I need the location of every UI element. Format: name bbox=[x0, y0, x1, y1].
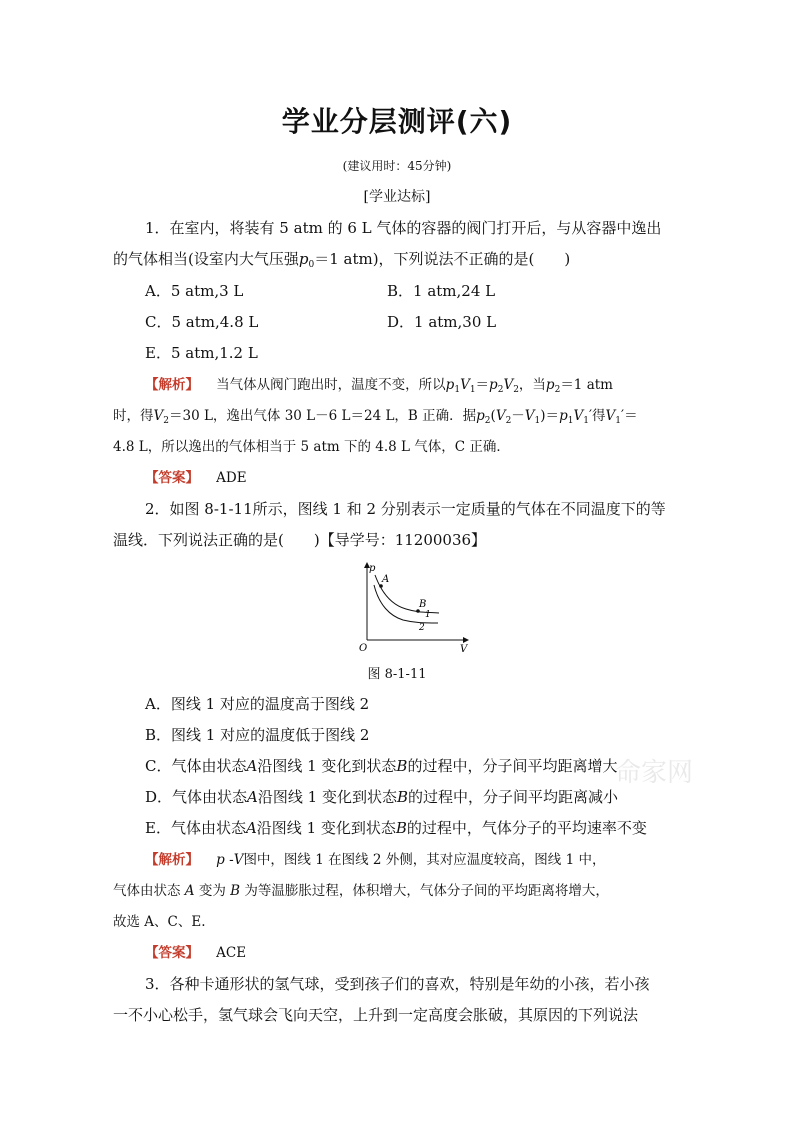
v-axis-arrow bbox=[463, 637, 469, 643]
q1-option-e: E．5 atm,1.2 L bbox=[145, 344, 258, 362]
q3-stem-line1: 3．各种卡通形状的氢气球，受到孩子们的喜欢，特别是年幼的小孩，若小孩 bbox=[145, 975, 650, 993]
q1-analysis-line1: 【解析】 当气体从阀门跑出时，温度不变，所以$p_1V_1=p_2V_2$，当$p_2=1$ atm bbox=[145, 377, 613, 395]
q2-analysis-tag: 【解析】 bbox=[145, 852, 199, 868]
watermark: 命家网 bbox=[615, 758, 694, 788]
q2-option-b: B．图线 1 对应的温度低于图线 2 bbox=[145, 726, 370, 744]
q2-answer bbox=[145, 943, 246, 963]
curve-1-label: 1 bbox=[425, 610, 431, 620]
figure-caption: 图 8-1-11 bbox=[367, 667, 427, 682]
q1-analysis-line3: 4.8 L，所以逸出的气体相当于 5 atm 下的 4.8 L 气体，C 正确． bbox=[113, 439, 510, 455]
time-hint: (建议用时：45分钟) bbox=[342, 159, 452, 173]
q2-answer-value: ACE bbox=[216, 945, 247, 961]
q2-stem-line1: 2．如图 8-1-11所示，图线 1 和 2 分别表示一定质量的气体在不同温度下的等 bbox=[145, 500, 666, 518]
q1-option-d: D．1 atm,30 L bbox=[387, 313, 497, 331]
v-axis-label: V bbox=[460, 644, 468, 655]
q1-option-c: C．5 atm,4.8 L bbox=[145, 313, 259, 331]
q2-analysis-line2: 气体由状态 A 变为 B 为等温膨胀过程，体积增大，气体分子间的平均距离将增大， bbox=[113, 883, 609, 899]
q2-analysis-line3: 故选 A、C、E. bbox=[113, 914, 206, 930]
curve-2-label: 2 bbox=[419, 623, 425, 633]
origin-label: O bbox=[359, 643, 368, 654]
q2-option-e: E．气体由状态A沿图线 1 变化到状态B的过程中，气体分子的平均速率不变 bbox=[145, 819, 647, 837]
state-a-label: A bbox=[382, 574, 390, 585]
q1-answer-value: ADE bbox=[216, 470, 247, 486]
q1-analysis-line2: 时，得$V_2=30$ L，逸出气体 30 L－6 L＝24 L，B 正确．据$p_2(V_2-V_1)=p_1V_1'$得$V_1'=$ bbox=[113, 408, 638, 426]
q2-analysis-line1: 【解析】 p -V图中，图线 1 在图线 2 外侧，其对应温度较高，图线 1 中， bbox=[145, 852, 606, 868]
q1-answer-tag: 【答案】 bbox=[145, 470, 199, 486]
q2-answer-tag: 【答案】 bbox=[145, 945, 199, 961]
q3-stem-line2: 一不小心松手，氢气球会飞向天空，上升到一定高度会胀破，其原因的下列说法 bbox=[113, 1006, 639, 1024]
q1-stem-line1: 1．在室内，将装有 5 atm 的 6 L 气体的容器的阀门打开后，与从容器中逸出 bbox=[145, 219, 662, 237]
q2-stem-line2: 温线．下列说法正确的是( )【导学号：11200036】 bbox=[113, 531, 487, 549]
p-axis-label: p bbox=[369, 563, 376, 574]
state-b-label: B bbox=[419, 599, 427, 610]
q1-option-b: B．1 atm,24 L bbox=[387, 282, 496, 300]
q1-stem-line2: 的气体相当(设室内大气压强$p_0=1$ atm)，下列说法不正确的是( ) bbox=[113, 250, 571, 270]
q2-option-a: A．图线 1 对应的温度高于图线 2 bbox=[145, 695, 370, 713]
isotherm-figure bbox=[335, 560, 475, 656]
section-heading: [学业达标] bbox=[363, 189, 431, 205]
q2-option-c: C．气体由状态A沿图线 1 变化到状态B的过程中，分子间平均距离增大 bbox=[145, 757, 618, 775]
q2-option-d: D．气体由状态A沿图线 1 变化到状态B的过程中，分子间平均距离减小 bbox=[145, 788, 619, 806]
q1-analysis-tag: 【解析】 bbox=[145, 377, 199, 393]
page-title: 学业分层测评(六) bbox=[281, 105, 513, 138]
q1-answer bbox=[145, 468, 247, 488]
q1-option-a: A．5 atm,3 L bbox=[145, 282, 244, 300]
